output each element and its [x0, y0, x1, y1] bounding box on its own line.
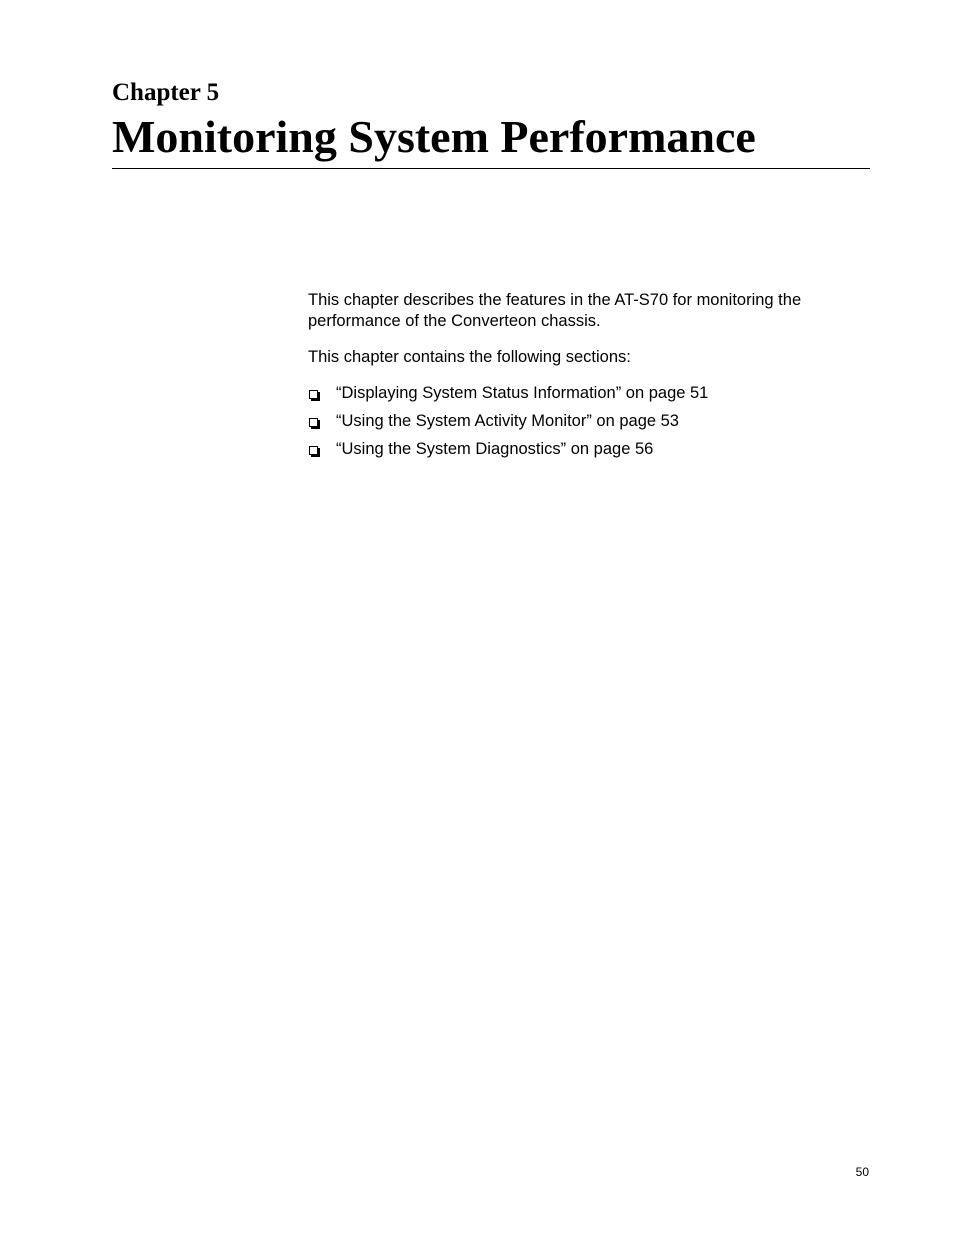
section-list — [308, 383, 848, 460]
section-link[interactable]: “Using the System Diagnostics” on page 56 — [336, 440, 654, 458]
chapter-title: Monitoring System Performance — [112, 111, 756, 162]
title-rule — [112, 168, 870, 169]
page-number: 50 — [855, 1165, 869, 1179]
intro-paragraph: This chapter describes the features in the AT-S70 for monitoring the performance of the Converteon chassis. — [308, 291, 802, 330]
chapter-label: Chapter 5 — [112, 79, 220, 106]
section-link[interactable]: “Using the System Activity Monitor” on page 53 — [336, 412, 679, 430]
list-item — [308, 439, 848, 460]
checkbox-bullet-icon — [309, 446, 318, 455]
checkbox-bullet-icon — [309, 418, 318, 427]
list-item — [308, 383, 848, 404]
list-item — [308, 411, 848, 432]
checkbox-bullet-icon — [309, 390, 318, 399]
section-link[interactable]: “Displaying System Status Information” on page 51 — [336, 384, 709, 402]
chapter-body — [308, 290, 848, 467]
sections-lead: This chapter contains the following sections: — [308, 348, 631, 366]
